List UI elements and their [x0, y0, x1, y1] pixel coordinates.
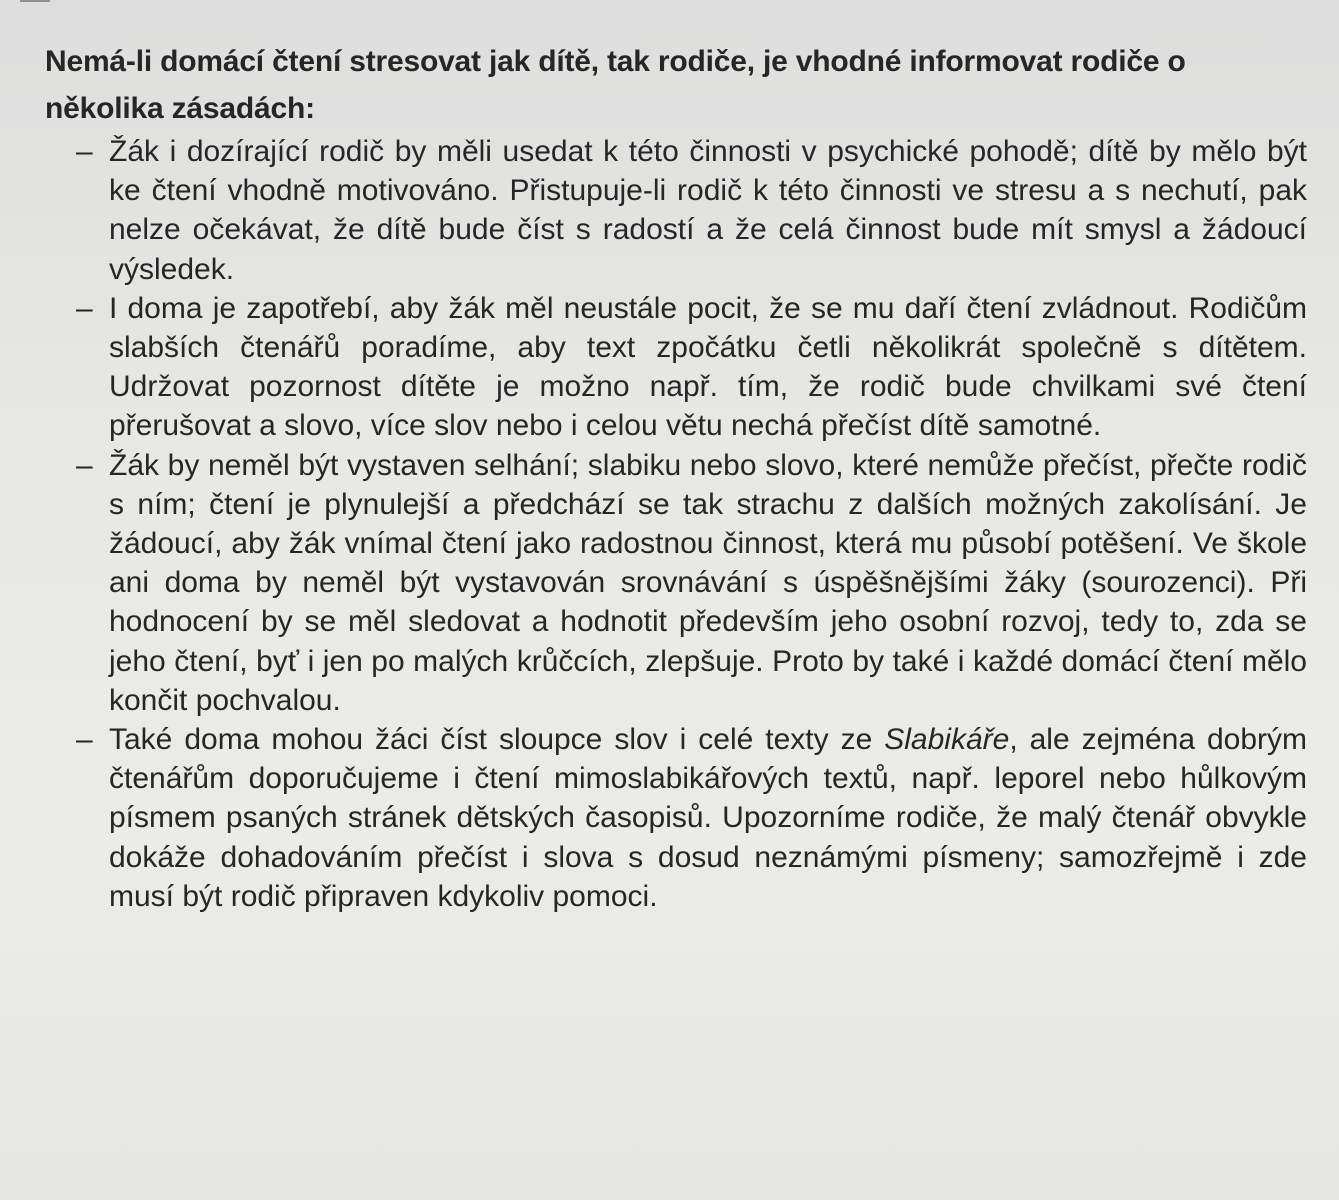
list-item: [45, 446, 1307, 720]
guideline-list: [45, 132, 1307, 916]
list-dash: –: [76, 723, 93, 757]
list-dash: –: [76, 291, 93, 325]
text-after-title: , ale zejména dobrým čtenářům doporučujeme i čtení mimoslabikářových textů, např. leporel nebo hůlkovým písmem psaných stránek dětských časopisů. Upozorníme rodiče, že malý čtenář obvykle dokáže dohadováním přečíst i slova s dosud neznámými písmeny; samozřejmě i zde musí být rodič připraven kdykoliv pomoci.: [109, 723, 1307, 913]
list-item-text: I doma je zapotřebí, aby žák měl neustále pocit, že se mu daří čtení zvládnout. Rodičům slabších čtenářů poradíme, aby text zpočátku četli několikrát společně s dítětem. Udržovat pozornost dítěte je možno např. tím, že rodič bude chvilkami své čtení přerušovat a slovo, více slov nebo i celou větu nechá přečíst dítě samotné.: [109, 291, 1307, 443]
list-dash: –: [76, 135, 93, 168]
list-item-text: Žák by neměl být vystaven selhání; slabiku nebo slovo, které nemůže přečíst, přečte rodič s ním; čtení je plynulejší a předchází se tak strachu z dalších možných zakolísání. Je žádoucí, aby žák vnímal čtení jako radostnou činnost, která mu působí potěšení. Ve škole ani doma by neměl být vystavován srovnávání s úspěšnějšími žáky (sourozenci). Při hodnocení by se měl sledovat a hodnotit především jeho osobní rozvoj, tedy to, zda se jeho čtení, byť i jen po malých krůčcích, zlepšuje. Proto by také i každé domácí čtení mělo končit pochvalou.: [109, 448, 1307, 717]
list-item: [45, 132, 1307, 289]
list-item-text: Žák i dozírající rodič by měli usedat k této činnosti v psychické pohodě; dítě by mělo být ke čtení vhodně motivováno. Přistupuje-li rodič k této činnosti ve stresu a s nechutí, pak nelze očekávat, že dítě bude číst s radostí a že celá činnost bude mít smysl a žádoucí výsledek.: [109, 135, 1307, 286]
page-edge-mark: [20, 0, 50, 8]
section-heading: Nemá-li domácí čtení stresovat jak dítě, tak rodiče, je vhodné informovat rodiče o několika zásadách:: [45, 45, 1186, 125]
list-item-text: [109, 723, 1307, 913]
list-item: [45, 720, 1307, 916]
text-before-title: Také doma mohou žáci číst sloupce slov i celé texty ze: [109, 723, 885, 757]
list-dash: –: [76, 448, 93, 482]
document-page: [45, 38, 1307, 916]
list-item: [45, 289, 1307, 446]
book-title: Slabikáře: [884, 723, 1010, 757]
